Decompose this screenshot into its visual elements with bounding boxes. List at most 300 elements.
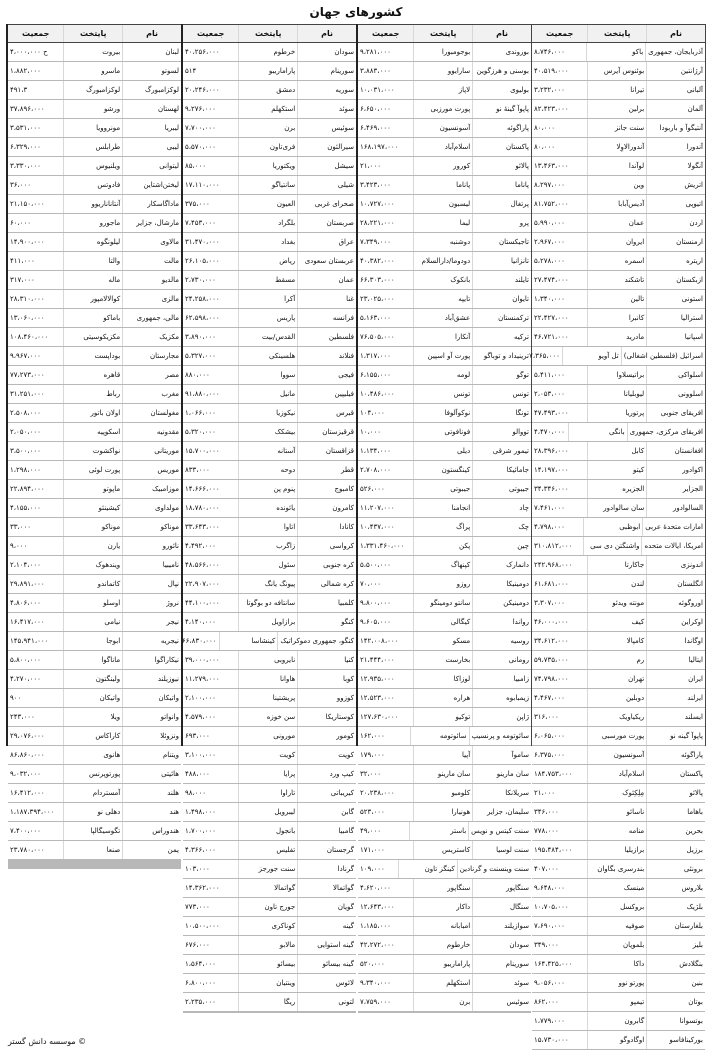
country-name: گینه استوایی (297, 936, 356, 954)
header-name: نام (122, 25, 181, 42)
capital-name: پنوم پن (238, 480, 297, 498)
population-value: ۴۹۱،۳ (10, 86, 28, 94)
table-row (358, 480, 531, 499)
table-row (183, 651, 356, 670)
country-name: پاراگوئه (646, 746, 705, 764)
table-row (532, 689, 705, 708)
table-row (358, 955, 531, 974)
capital-name: هلسینکی (238, 347, 297, 365)
country-name: کره جنوبی (297, 556, 356, 574)
country-name: تیمور شرقی (472, 442, 531, 460)
page-title: کشورهای جهان (309, 5, 403, 19)
capital-name: وینتیان (238, 974, 297, 992)
country-name: پاکستان (646, 765, 705, 783)
country-name: ازبکستان (646, 271, 705, 289)
population-value: ۲،۰۵۰،۰۰۰ (10, 428, 41, 436)
table-row (183, 366, 356, 385)
table-row (183, 328, 356, 347)
country-name: نیجر (122, 613, 181, 631)
capital-name: لیوبلیانا (587, 385, 646, 403)
table-row (358, 765, 531, 784)
capital-name: آمستردام (63, 784, 122, 802)
table-row (183, 841, 356, 860)
country-name: دومینیکن (472, 594, 531, 612)
population-value: ۸۵،۰۰۰ (185, 162, 207, 170)
country-name: اندونزی (646, 556, 705, 574)
country-name: هندوراس (122, 822, 181, 840)
capital-name: القدس/بیت (238, 328, 297, 346)
population-value: ۲۸،۲۲۱،۰۰۰ (360, 219, 395, 227)
population-value: ۲۷،۴۷۴،۰۰۰ (534, 276, 569, 284)
capital-name: واشنگتن دی سی (583, 537, 642, 555)
population-value: ۱۷،۱۱۰،۰۰۰ (185, 181, 220, 189)
population-value: ۷۴،۷۹۸،۰۰۰ (534, 675, 569, 683)
population-value: ۳۳،۰۰۰ (10, 523, 32, 531)
capital-name: ماناگوا (63, 651, 122, 669)
country-name: ترکیه (472, 328, 531, 346)
population-value: ۱،۸۸۲،۰۰۰ (10, 67, 41, 75)
capital-name: کوناکری (238, 917, 297, 935)
country-name: تونس (472, 385, 531, 403)
table-row (183, 81, 356, 100)
population-value: ۳۱،۴۷۰،۰۰۰ (185, 238, 220, 246)
country-name: غنا (297, 290, 356, 308)
header-population: جمعیت (21, 29, 50, 38)
population-value: ۱۰۴،۰۰۰ (360, 409, 385, 417)
capital-name: ابوظبی (583, 518, 642, 536)
country-name: لیختن‌اشتاین (122, 176, 181, 194)
country-name: مارشال، جزایر (122, 214, 181, 232)
table-row (183, 404, 356, 423)
country-name: لتونی (297, 993, 356, 1011)
capital-name: تاراوا (238, 784, 297, 802)
population-value: ۱۲۷،۶۳۰،۰۰۰ (360, 713, 399, 721)
population-value: ۲۴۳،۰۰۰ (10, 713, 35, 721)
population-value: ۷۷،۲۷۳،۰۰۰ (10, 371, 45, 379)
table-row (358, 594, 531, 613)
table-row (532, 252, 705, 271)
capital-name: ویلنیوس (63, 157, 122, 175)
table-row (358, 879, 531, 898)
population-value: ۴،۵۷۹،۰۰۰ (185, 713, 216, 721)
capital-name: برن (413, 993, 472, 1011)
country-name: بوروندی (472, 43, 531, 61)
capital-name: پورت مورزبی (413, 100, 472, 118)
population-value: ۲۳،۷۸۰،۰۰۰ (10, 846, 45, 854)
population-value: ۴،۴۹۲،۰۰۰ (185, 542, 216, 550)
table-row (358, 860, 531, 879)
table-row (183, 993, 356, 1012)
table-row (532, 727, 705, 746)
country-name: ترینیداد و توباگو (472, 347, 531, 365)
table-row (8, 537, 181, 556)
population-value: ۷،۴۰۰،۰۰۰ (10, 827, 41, 835)
country-name: صربستان (297, 214, 356, 232)
capital-name: صوفیه (587, 917, 646, 935)
capital-name: تفلیس (238, 841, 297, 859)
table-row (532, 803, 705, 822)
population-value: ۶۷۶،۰۰۰ (185, 941, 210, 949)
population-value: ۵،۱۶۳،۰۰۰ (360, 314, 391, 322)
population-value: ۲۰،۲۳۸،۰۰۰ (360, 789, 395, 797)
table-row (358, 746, 531, 765)
capital-name: فری‌تاون (238, 138, 297, 156)
country-name: موناکو (122, 518, 181, 536)
country-name: چین (472, 537, 531, 555)
capital-name: سارایوو (413, 62, 472, 80)
population-value: ۱،۳۱۷،۰۰۰ (360, 352, 391, 360)
country-name: اکوادور (646, 461, 705, 479)
capital-name: سانتیاگو (238, 176, 297, 194)
capital-name: آستانه (238, 442, 297, 460)
table-row (183, 1012, 356, 1013)
population-value: ۳،۲۳۲،۰۰۰ (534, 86, 565, 94)
country-name: سریلانکا (472, 784, 531, 802)
table-row (8, 784, 181, 803)
country-name: بوتسوانا (646, 1012, 705, 1030)
population-value: ۱،۱۳۴،۰۰۰ (360, 447, 391, 455)
population-value: ۱۴،۶۶۶،۰۰۰ (185, 485, 220, 493)
country-name: بوتان (646, 993, 705, 1011)
population-value: ۴،۱۴۰،۰۰۰ (185, 618, 216, 626)
table-header-row (358, 24, 531, 43)
capital-name: مونروویا (63, 119, 122, 137)
country-name: موریتانی (122, 442, 181, 460)
population-value: ۱۸۴،۷۵۳،۰۰۰ (534, 770, 573, 778)
capital-name: ماپوتو (63, 480, 122, 498)
capital-name: ریاض (238, 252, 297, 270)
country-name: ونزوئلا (122, 727, 181, 745)
table-row (358, 100, 531, 119)
country-name: سنگاپور (472, 879, 531, 897)
population-value: ۲،۵۰۸،۰۰۰ (10, 409, 41, 417)
capital-name: کلومبو (413, 784, 472, 802)
table-row (532, 613, 705, 632)
table-row (8, 727, 181, 746)
country-name: آندورا (646, 138, 705, 156)
capital-name: دوشنبه (413, 233, 472, 251)
capital-name: جیبوتی (413, 480, 472, 498)
population-value: ۶۱،۶۸۱،۰۰۰ (534, 580, 569, 588)
table-row (8, 290, 181, 309)
country-name: اریتره (646, 252, 705, 270)
country-name: کنگو، جمهوری دموکراتیک (277, 632, 356, 650)
population-value: ۳۱۰،۸۱۲،۰۰۰ (534, 542, 573, 550)
capital-name: اولان باتور (63, 404, 122, 422)
population-value: ۴۶،۰۰۰،۰۰۰ (534, 618, 569, 626)
table-row (8, 613, 181, 632)
population-value: ۱۹۵،۴۸۴،۰۰۰ (534, 846, 573, 854)
table-row (8, 119, 181, 138)
country-name: لسوتو (122, 62, 181, 80)
country-name: تایوان (472, 290, 531, 308)
country-name: هلند (122, 784, 181, 802)
population-value: ۹۱،۸۸۰،۰۰۰ (185, 390, 220, 398)
population-value: ۱۳،۴۶۳،۰۰۰ (534, 162, 569, 170)
table-row (532, 708, 705, 727)
capital-name: هونیارا (413, 803, 472, 821)
country-name: ماداگاسکار (122, 195, 181, 213)
population-value: ۳،۴۲۳،۰۰۰ (360, 181, 391, 189)
table-row (532, 290, 705, 309)
country-name: سوئد (472, 974, 531, 992)
country-name: الجزایر (646, 480, 705, 498)
capital-name: تایپه (413, 290, 472, 308)
table-row (183, 974, 356, 993)
population-value: ۲۴،۲۵۸،۰۰۰ (185, 295, 220, 303)
population-value: ۲،۷۰۸،۰۰۰ (360, 466, 391, 474)
table-row (532, 328, 705, 347)
population-value: ۷،۳۴۹،۰۰۰ (360, 238, 391, 246)
capital-name: اسلام‌آباد (587, 765, 646, 783)
capital-name: براتیسلاوا (587, 366, 646, 384)
header-population: جمعیت (371, 29, 400, 38)
table-row (358, 651, 531, 670)
country-name: تاجیکستان (472, 233, 531, 251)
table-row (8, 157, 181, 176)
population-value: ۴،۱۵۵،۰۰۰ (10, 504, 41, 512)
capital-name: تیرانا (587, 81, 646, 99)
capital-name: دیلی (413, 442, 472, 460)
population-value: ۵۲۰،۰۰۰ (360, 960, 385, 968)
population-value: ۵۲۳،۰۰۰ (360, 808, 385, 816)
capital-name: استکهلم (413, 974, 472, 992)
table-row (358, 499, 531, 518)
table-row (8, 499, 181, 518)
country-name: روسیه (472, 632, 531, 650)
capital-name: اتاوا (238, 518, 297, 536)
population-value: ۱۶،۴۱۷،۰۰۰ (10, 618, 45, 626)
capital-name: کینگز تاون (398, 860, 457, 878)
country-name: لیتوانی (122, 157, 181, 175)
country-name: انگلستان (646, 575, 705, 593)
table-row (358, 62, 531, 81)
population-value: ۲۱،۱۵۰،۰۰۰ (10, 200, 45, 208)
population-value: ۱۴،۱۹۷،۰۰۰ (534, 466, 569, 474)
capital-name: یارن (63, 537, 122, 555)
table-row (532, 43, 705, 62)
country-name: لهستان (122, 100, 181, 118)
table-row (8, 480, 181, 499)
table-row (532, 822, 705, 841)
population-value: ۳۴،۶۱۲،۰۰۰ (534, 637, 569, 645)
country-name: زامبیا (472, 670, 531, 688)
capital-name: بخارست (413, 651, 472, 669)
capital-name: لیبرویل (238, 803, 297, 821)
table-row (529, 347, 705, 366)
country-name: بوسنی و هرزگوین (472, 62, 531, 80)
population-value: ۹۰۰ (10, 694, 22, 702)
capital-name: سنت جانز (587, 119, 646, 137)
country-name: کانادا (297, 518, 356, 536)
population-value: ۱،۳۴۰،۰۰۰ (534, 295, 565, 303)
capital-name: روزو (413, 575, 472, 593)
country-name: گینه (297, 917, 356, 935)
capital-name: داکا (587, 955, 646, 973)
population-value: ۱۲،۶۴۳،۰۰۰ (360, 903, 395, 911)
table-row (8, 271, 181, 290)
country-name: اوگاندا (646, 632, 705, 650)
population-value: ۴،۲۷۰،۰۰۰ (10, 675, 41, 683)
table-row (8, 62, 181, 81)
country-name: لائوس (297, 974, 356, 992)
table-row (358, 575, 531, 594)
population-value: ۴،۰۰۰،۰۰۰ ح (10, 48, 48, 56)
population-value: ۳۴۹،۰۰۰ (534, 941, 559, 949)
country-name: کویت (297, 746, 356, 764)
population-value: ۱۰۹،۰۰۰ (360, 865, 385, 873)
table-header-row (532, 24, 705, 43)
table-row (183, 632, 356, 651)
table-row (358, 233, 531, 252)
country-name: ایتالیا (646, 651, 705, 669)
country-name: سوازیلند (472, 917, 531, 935)
table-row (532, 176, 705, 195)
population-value: ۴،۷۹۸،۰۰۰ (534, 523, 565, 531)
table-row (532, 366, 705, 385)
population-value: ۴،۴۶۷،۰۰۰ (534, 694, 565, 702)
country-name: سیشل (297, 157, 356, 175)
table-row (8, 765, 181, 784)
capital-name: قاهره (63, 366, 122, 384)
country-name: مالدیو (122, 271, 181, 289)
capital-name: کویت (238, 746, 297, 764)
country-name: اوروگوئه (646, 594, 705, 612)
population-value: ۴۴،۱۰۰،۰۰۰ (185, 599, 220, 607)
capital-name: بیروت (63, 43, 122, 61)
table-row (532, 765, 705, 784)
table-row (358, 423, 531, 442)
country-name: زیمبابوه (472, 689, 531, 707)
population-value: ۹،۰۰۰ (10, 542, 28, 550)
capital-name: کپنهاگ (413, 556, 472, 574)
population-value: ۳۱۶،۰۰۰ (534, 713, 559, 721)
country-name: نائورو (122, 537, 181, 555)
table-row (532, 233, 705, 252)
population-value: ۷۰،۰۰۰ (360, 580, 382, 588)
country-name: نپال (122, 575, 181, 593)
population-value: ۲۹،۰۷۶،۰۰۰ (10, 732, 45, 740)
table-row (8, 746, 181, 765)
country-name: بنین (646, 974, 705, 992)
population-value: ۱۰،۵۰۰،۰۰۰ (185, 922, 220, 930)
table-row (532, 499, 705, 518)
table-row (358, 727, 531, 746)
table-row (8, 43, 181, 62)
capital-name: بلگراد (238, 214, 297, 232)
table-row (8, 689, 181, 708)
table-row (358, 366, 531, 385)
population-value: ۳،۵۰۰،۰۰۰ (10, 447, 41, 455)
population-value: ۹،۸۰۰،۰۰۰ (360, 599, 391, 607)
table-row (183, 347, 356, 366)
population-value: ۱۸،۷۸۰،۰۰۰ (185, 504, 220, 512)
population-value: ۸،۷۴۶،۰۰۰ (534, 48, 565, 56)
country-name: افغانستان (646, 442, 705, 460)
country-name: بلغارستان (646, 917, 705, 935)
country-name: گرنادا (297, 860, 356, 878)
table-row (358, 271, 531, 290)
table-row (532, 195, 705, 214)
country-name: فلسطین (297, 328, 356, 346)
country-name: بحرین (646, 822, 705, 840)
country-name: پرتغال (472, 195, 531, 213)
capital-name: پورت آو اسپین (413, 347, 472, 365)
table-row (183, 613, 356, 632)
country-name: پرو (472, 214, 531, 232)
table-row (358, 195, 531, 214)
table-row (183, 537, 356, 556)
table-row (532, 879, 705, 898)
population-value: ۶،۸۰۰،۰۰۰ (185, 979, 216, 987)
population-value: ۱۶۲،۰۰۰ (360, 732, 385, 740)
population-value: ۳۴۶،۰۰۰ (534, 808, 559, 816)
population-value: ۲۲،۸۹۴،۰۰۰ (10, 485, 45, 493)
table-row (358, 252, 531, 271)
table-row (358, 613, 531, 632)
table-row (183, 461, 356, 480)
capital-name: ایروان (587, 233, 646, 251)
country-name: سنت کیتس و نویس (468, 822, 531, 840)
country-name: اوکراین (646, 613, 705, 631)
population-value: ۱،۲۹۸،۰۰۰ (10, 466, 41, 474)
population-value: ۵،۳۲۰،۰۰۰ (185, 428, 216, 436)
country-name: نیوزیلند (122, 670, 181, 688)
capital-name: لوکزامبورگ (63, 81, 122, 99)
capital-name: مینسک (587, 879, 646, 897)
population-value: ۱۳،۰۶۰،۰۰۰ (10, 314, 45, 322)
table-row (183, 784, 356, 803)
capital-name: پاریس (238, 309, 297, 327)
country-name: بلژیک (646, 898, 705, 916)
population-value: ۶۰،۰۰۰ (10, 219, 32, 227)
population-value: ۱۷۹،۰۰۰ (360, 751, 385, 759)
table-row (8, 195, 181, 214)
table-row (183, 594, 356, 613)
population-value: ۳۱۷،۰۰۰ (10, 276, 35, 284)
capital-name: بغداد (238, 233, 297, 251)
country-name: دانمارک (472, 556, 531, 574)
capital-name: توکیو (413, 708, 472, 726)
capital-name: دوحه (238, 461, 297, 479)
capital-name: مالابو (238, 936, 297, 954)
country-name: آذربایجان، جمهوری (645, 43, 705, 61)
capital-name: طرابلس (63, 138, 122, 156)
table-row (532, 81, 705, 100)
table-row (183, 860, 356, 879)
population-value: ۳۹،۰۰۰،۰۰۰ (185, 656, 220, 664)
capital-name: آکرا (238, 290, 297, 308)
country-name: کوستاریکا (297, 708, 356, 726)
population-value: ۲،۹۶۷،۰۰۰ (534, 238, 565, 246)
capital-name: داکار (413, 898, 472, 916)
country-name: لیبی (122, 138, 181, 156)
table-row (183, 442, 356, 461)
country-name: سوئیس (472, 993, 531, 1011)
table-row (8, 803, 181, 822)
capital-name: پورتو نوو (587, 974, 646, 992)
country-name: پاناما (472, 176, 531, 194)
country-name: مقدونیه (122, 423, 181, 441)
country-name: فرانسه (297, 309, 356, 327)
population-value: ۲۱،۰۰۰ (360, 162, 382, 170)
table-row (532, 936, 705, 955)
population-value: ۱۶۴،۴۲۵،۰۰۰ (534, 960, 573, 968)
capital-name: وین (587, 176, 646, 194)
country-name: رومانی (472, 651, 531, 669)
population-value: ۸۰،۰۰۰ (534, 143, 556, 151)
country-name: ژاپن (472, 708, 531, 726)
